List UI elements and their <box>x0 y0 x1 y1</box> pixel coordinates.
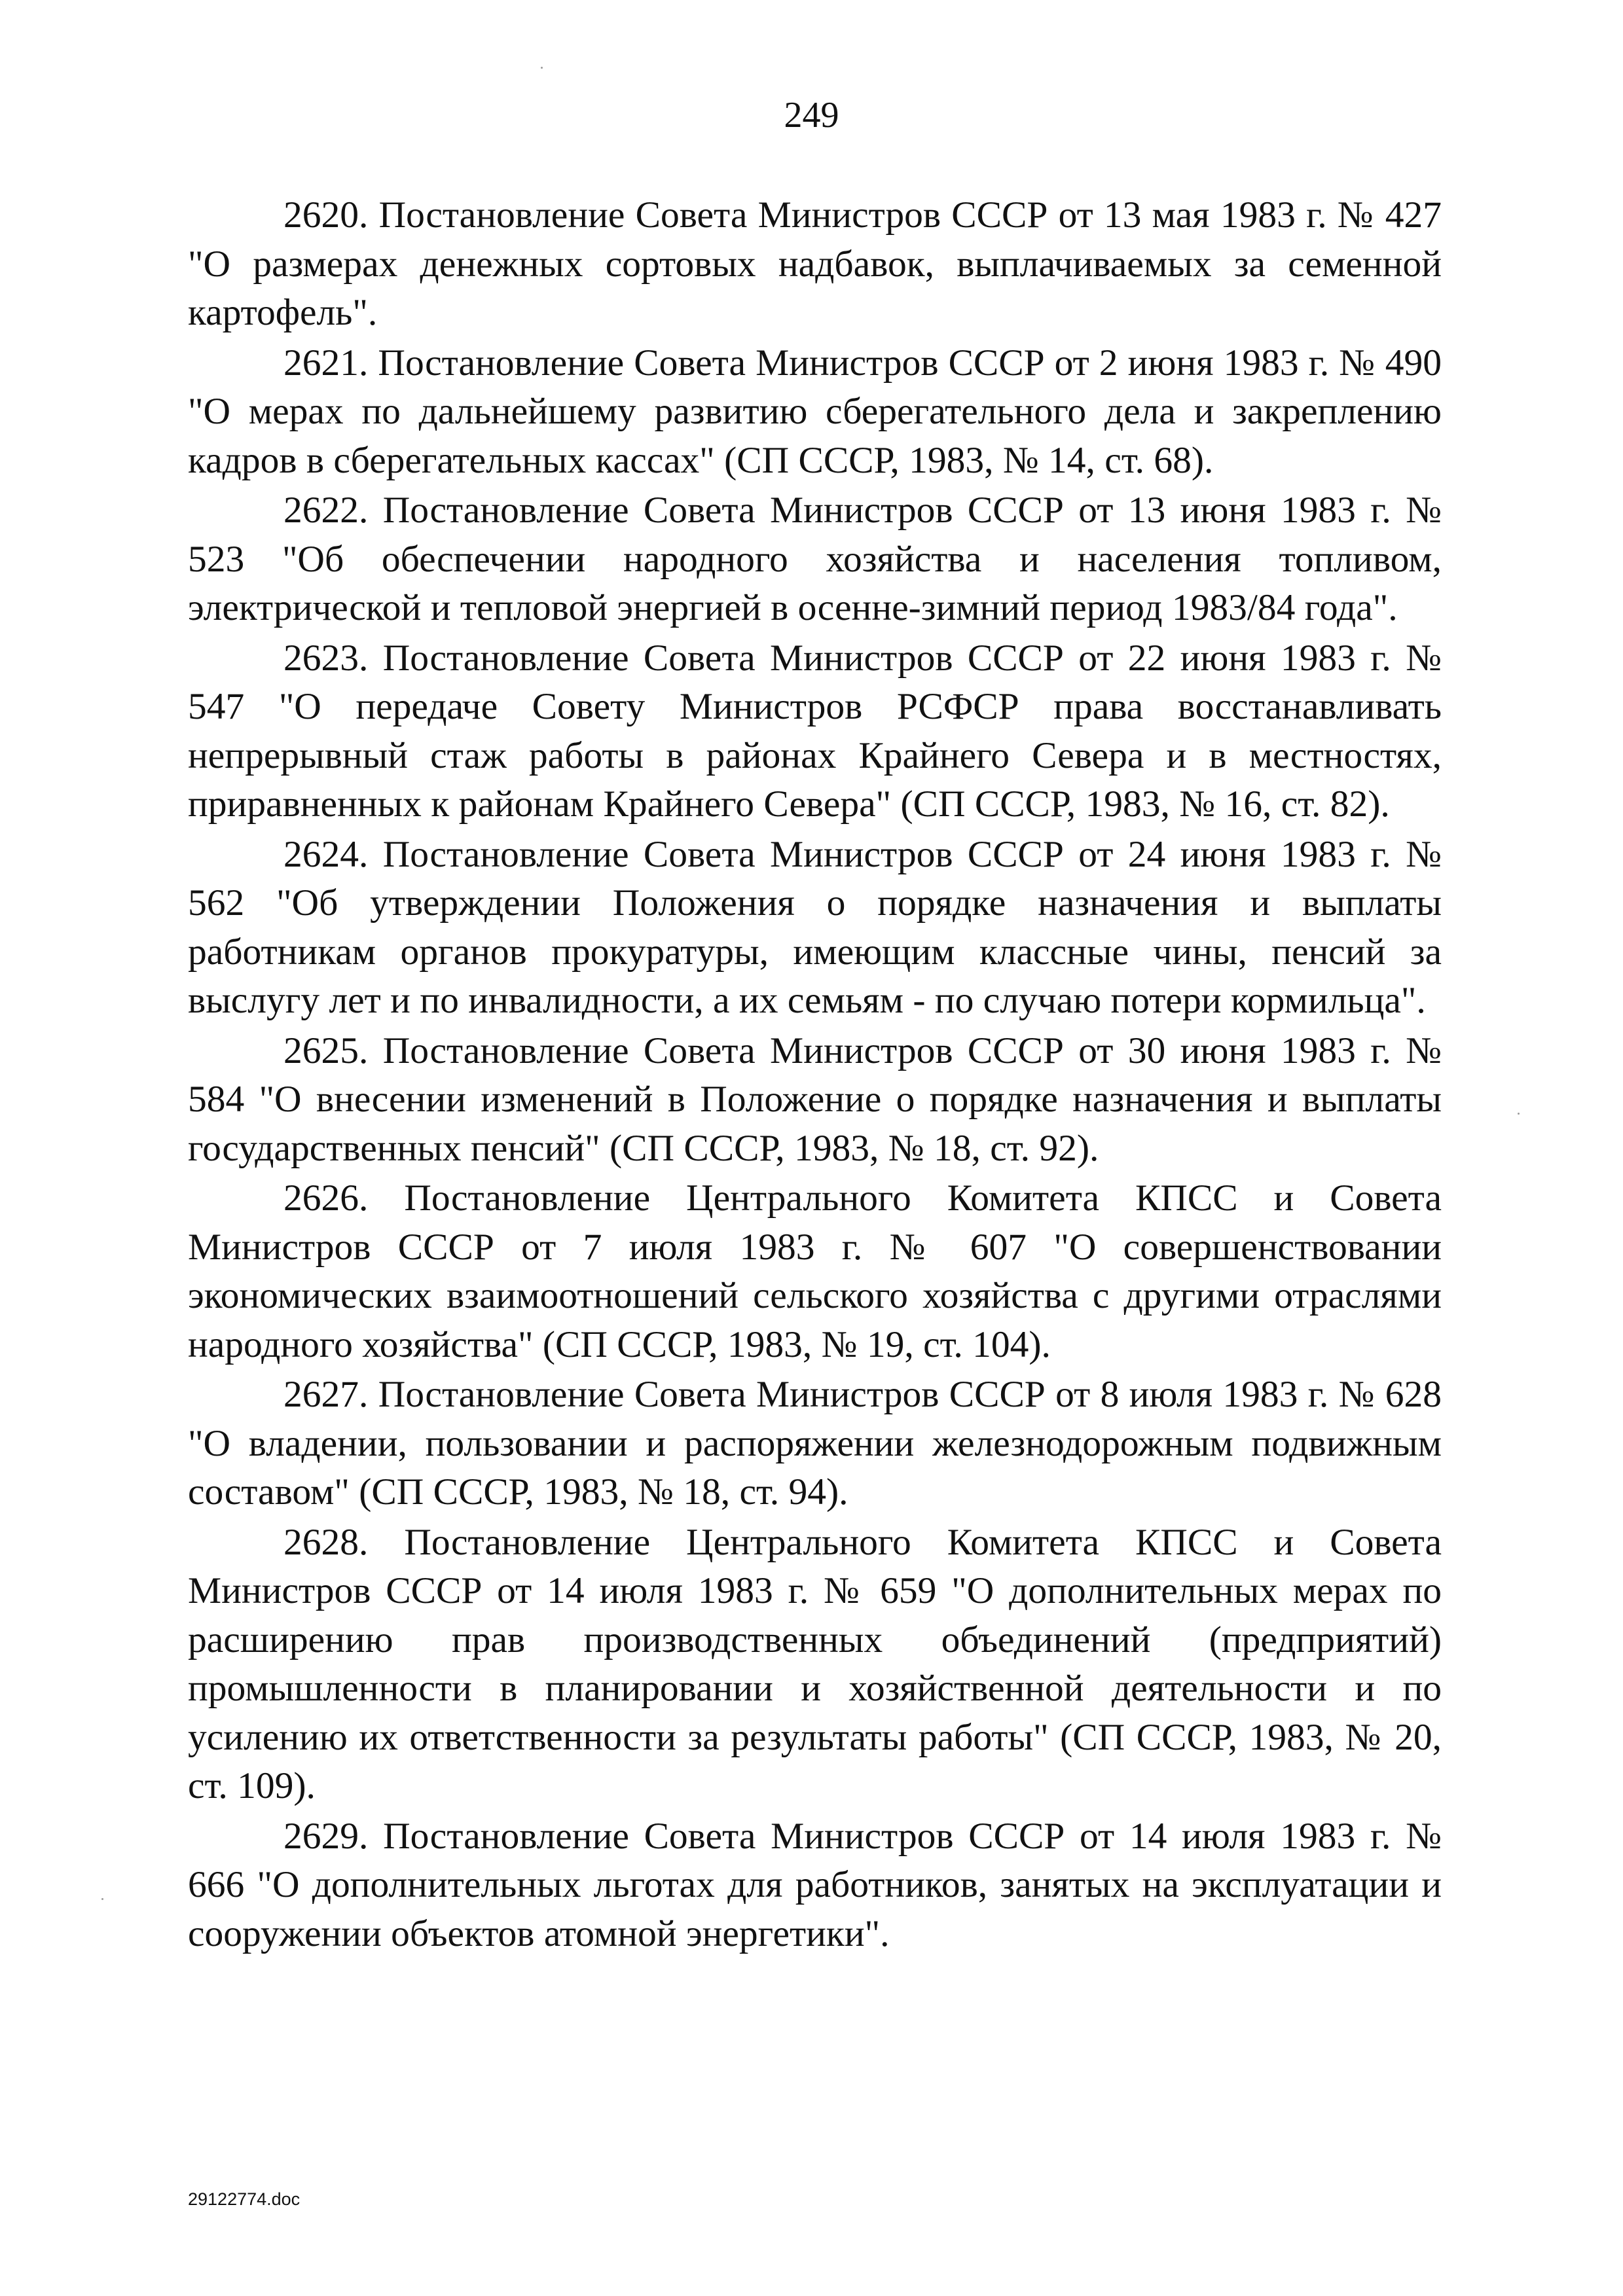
page-number: 249 <box>784 95 839 135</box>
entry-number: 2629. <box>283 1815 369 1857</box>
entry-text: Постановление Совета Министров СССР от 14 июля 1983 г. № 666 "О дополнительных льготах для работников, занятых на эксплуатации и сооружении объектов атомной энергетики". <box>188 1815 1442 1954</box>
entry-number: 2628. <box>283 1521 369 1563</box>
entry-number: 2626. <box>283 1177 369 1219</box>
entry-text: Постановление Совета Министров СССР от 30 июня 1983 г. № 584 "О внесении изменений в Положение о порядке назначения и выплаты государственных пенсий" (СП СССР, 1983, № 18, ст. 92). <box>188 1030 1442 1169</box>
entry-text: Постановление Совета Министров СССР от 13 июня 1983 г. № 523 "Об обеспечении народного хозяйства и населения топливом, электрической и тепловой энергией в осенне-зимний период 1983/84 года". <box>188 490 1442 628</box>
footer-filename: 29122774.doc <box>188 2189 301 2209</box>
entry-text: Постановление Центрального Комитета КПСС и Совета Министров СССР от 7 июля 1983 г. № 607 "О совершенствовании экономических взаимоотношений сельского хозяйства с другими отраслями народного хозяйства" (СП СССР, 1983, № 19, ст. 104). <box>188 1177 1442 1365</box>
entry-text: Постановление Совета Министров СССР от 8 июля 1983 г. № 628 "О владении, пользовании и распоряжении железнодорожным подвижным составом" (СП СССР, 1983, № 18, ст. 94). <box>188 1374 1442 1513</box>
entry-2623 <box>188 634 1442 829</box>
entry-number: 2623. <box>283 637 369 679</box>
entry-2628 <box>188 1518 1442 1811</box>
entry-text: Постановление Совета Министров СССР от 22 июня 1983 г. № 547 "О передаче Совету Министров РСФСР права восстанавливать непрерывный стаж работы в районах Крайнего Севера и в местностях, приравненных к районам Крайнего Севера" (СП СССР, 1983, № 16, ст. 82). <box>188 637 1442 825</box>
entry-2626 <box>188 1174 1442 1369</box>
entry-number: 2627. <box>283 1374 369 1415</box>
entry-2627 <box>188 1371 1442 1517</box>
entry-2625 <box>188 1027 1442 1174</box>
entry-text: Постановление Совета Министров СССР от 13 мая 1983 г. № 427 "О размерах денежных сортовых надбавок, выплачиваемых за семенной картофель". <box>188 194 1442 333</box>
entry-2629 <box>188 1812 1442 1959</box>
entry-text: Постановление Совета Министров СССР от 2 июня 1983 г. № 490 "О мерах по дальнейшему развитию сберегательного дела и закреплению кадров в сберегательных кассах" (СП СССР, 1983, № 14, ст. 68). <box>188 342 1442 481</box>
scan-speck <box>101 1898 103 1900</box>
entry-number: 2624. <box>283 833 369 875</box>
entry-number: 2621. <box>283 342 369 384</box>
entry-number: 2622. <box>283 490 369 531</box>
scan-speck <box>1518 1113 1520 1115</box>
entry-number: 2625. <box>283 1030 369 1071</box>
entry-number: 2620. <box>283 194 369 236</box>
entry-2622 <box>188 486 1442 633</box>
entry-2621 <box>188 339 1442 486</box>
document-entries <box>188 191 1442 1960</box>
scan-speck <box>541 67 543 69</box>
entry-text: Постановление Совета Министров СССР от 24 июня 1983 г. № 562 "Об утверждении Положения о порядке назначения и выплаты работникам органов прокуратуры, имеющим классные чины, пенсий за выслугу лет и по инвалидности, а их семьям - по случаю потери кормильца". <box>188 833 1442 1021</box>
entry-2620 <box>188 191 1442 338</box>
entry-text: Постановление Центрального Комитета КПСС и Совета Министров СССР от 14 июля 1983 г. № 659 "О дополнительных мерах по расширению прав производственных объединений (предприятий) промышленности в планировании и хозяйственной деятельности и по усилению их ответственности за результаты работы" (СП СССР, 1983, № 20, ст. 109). <box>188 1521 1442 1806</box>
entry-2624 <box>188 831 1442 1026</box>
